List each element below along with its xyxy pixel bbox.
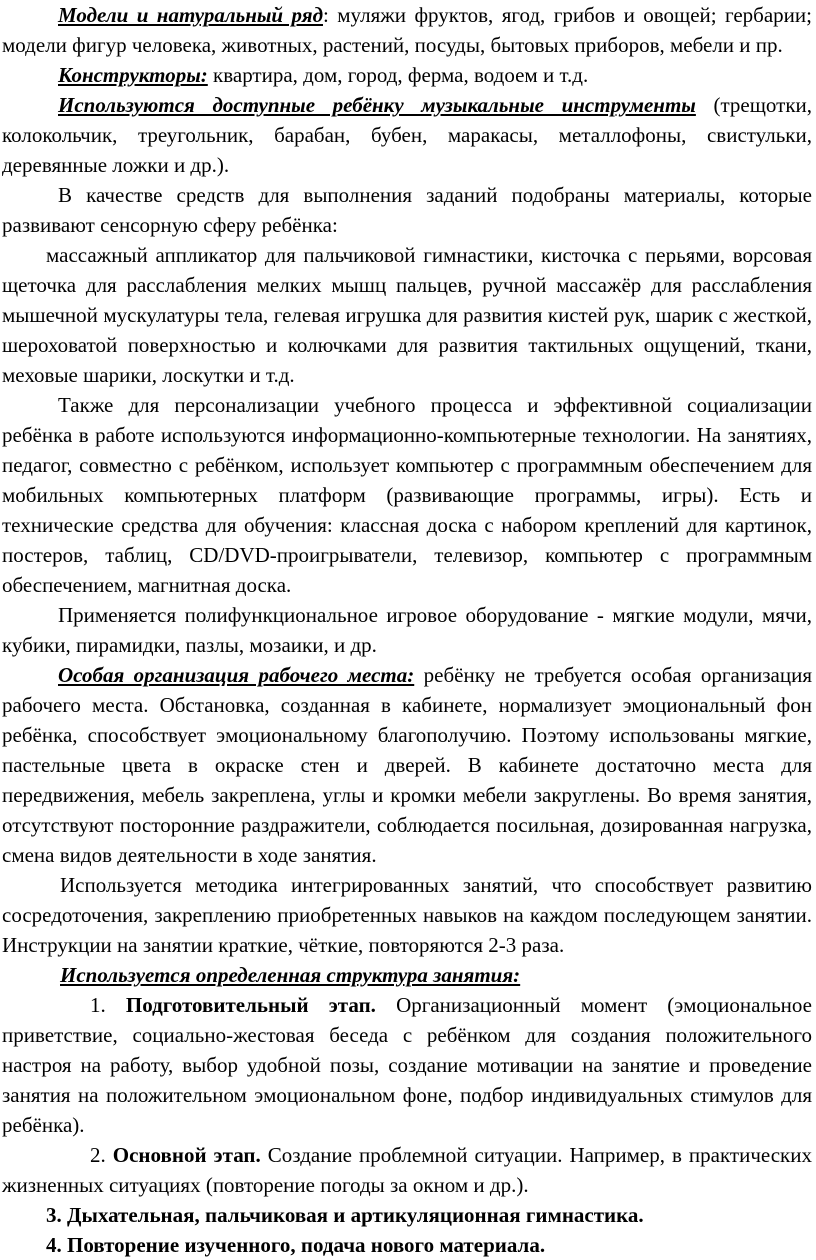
text-workplace: ребёнку не требуется особая организация рабочего места. Обстановка, созданная в кабинете, нормализует эмоциональный фон ребёнка, способствует эмоциональному благополучию. Поэтому использованы мягкие, пастельные цвета в окраске стен и дверей. В кабинете достаточно места для передвижения, мебель закреплена, углы и кромки мебели закруглены. Во время занятия, отсутствуют посторонние раздражители, соблюдается посильная, дозированная нагрузка, смена видов деятельности в ходе занятия. [2, 663, 812, 867]
list-item-repetition: 4. Повторение изученного, подача нового материала. [46, 1233, 546, 1257]
paragraph-method: Используется методика интегрированных занятий, что способствует развитию сосредоточения, закреплению приобретенных навыков на каждом последующем занятии. Инструкции на занятии краткие, чёткие, повторяются 2-3 раза. [2, 873, 812, 957]
paragraph-constructors [2, 60, 812, 90]
list-item-main [2, 1140, 812, 1200]
paragraph-instruments [2, 90, 812, 180]
paragraph-structure-heading [2, 960, 812, 990]
paragraph-equipment: Применяется полифункциональное игровое оборудование - мягкие модули, мячи, кубики, пирамидки, пазлы, мозаики, и др. [2, 603, 812, 657]
text-models: : муляжи фруктов, ягод, грибов и овощей; гербарии; модели фигур человека, животных, растений, посуды, бытовых приборов, мебели и пр. [2, 3, 812, 57]
paragraph-materials-list: массажный аппликатор для пальчиковой гимнастики, кисточка с перьями, ворсовая щеточка для расслабления мелких мышц пальцев, ручной массажёр для расслабления мышечной мускулатуры тела, гелевая игрушка для развития кистей рук, шарик с жесткой, шероховатой поверхностью и колючками для развития тактильных ощущений, ткани, меховые шарики, лоскутки и т.д. [2, 243, 812, 387]
term-instruments: Используются доступные ребёнку музыкальные инструменты [58, 93, 696, 117]
list-item-preparatory [2, 990, 812, 1140]
text-main: Создание проблемной ситуации. Например, в практических жизненных ситуациях (повторение погоды за окном и др.). [2, 1143, 812, 1197]
list-number: 2. [90, 1143, 106, 1167]
paragraph-workplace [2, 660, 812, 870]
text-constructors: квартира, дом, город, ферма, водоем и т.д. [207, 63, 589, 87]
term-preparatory: Подготовительный этап. [125, 993, 376, 1017]
term-main: Основной этап. [112, 1143, 261, 1167]
paragraph-ict: Также для персонализации учебного процесса и эффективной социализации ребёнка в работе используются информационно-компьютерные технологии. На занятиях, педагог, совместно с ребёнком, использует компьютер с программным обеспечением для мобильных компьютерных платформ (развивающие программы, игры). Есть и технические средства для обучения: классная доска с набором креплений для картинок, постеров, таблиц, CD/DVD-проигрыватели, телевизор, компьютер с программным обеспечением, магнитная доска. [2, 393, 812, 597]
term-models: Модели и натуральный ряд [58, 3, 323, 27]
paragraph-models [2, 0, 812, 60]
term-workplace: Особая организация рабочего места: [58, 663, 415, 687]
list-item-gymnastics: 3. Дыхательная, пальчиковая и артикуляционная гимнастика. [46, 1203, 644, 1227]
paragraph-materials-intro: В качестве средств для выполнения заданий подобраны материалы, которые развивают сенсорную сферу ребёнка: [2, 183, 812, 237]
text-instruments: (трещотки, колокольчик, треугольник, барабан, бубен, маракасы, металлофоны, свистульки, деревянные ложки и др.). [2, 93, 813, 177]
term-constructors: Конструкторы: [58, 63, 208, 87]
list-number: 1. [90, 993, 106, 1017]
term-structure: Используется определенная структура занятия: [60, 963, 521, 987]
text-preparatory: Организационный момент (эмоциональное приветствие, социально-жестовая беседа с ребёнком для создания положительного настроя на работу, выбор удобной позы, создание мотивации на занятие и проведение занятия на положительном эмоциональном фоне, подбор индивидуальных стимулов для ребёнка). [2, 993, 812, 1137]
